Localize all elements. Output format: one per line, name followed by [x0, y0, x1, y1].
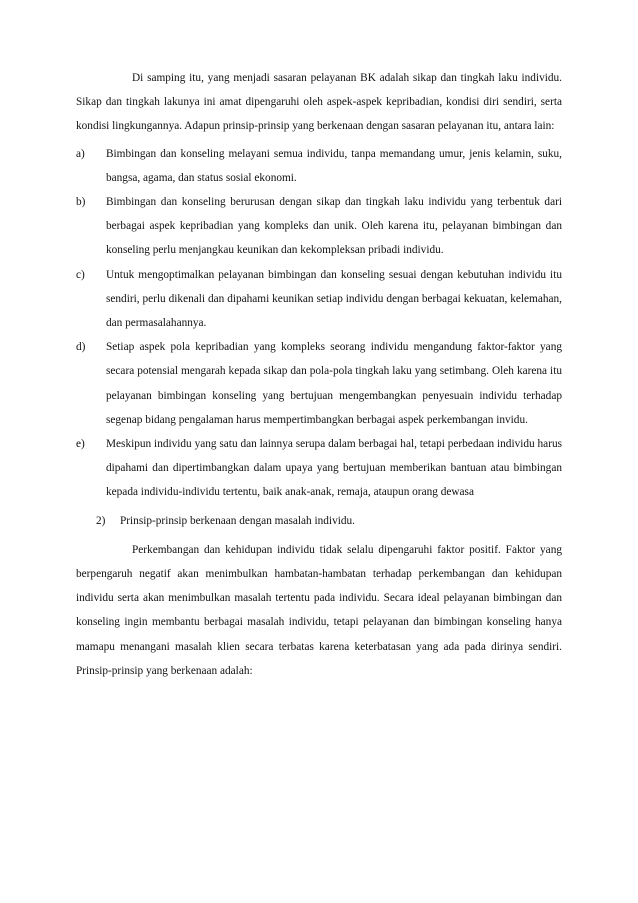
- list-item-text: Bimbingan dan konseling melayani semua individu, tanpa memandang umur, jenis kelamin, suku, bangsa, agama, dan status sosial ekonomi.: [106, 147, 562, 184]
- list-item: [76, 190, 562, 263]
- list-marker: c): [76, 268, 85, 281]
- list-item-text: Untuk mengoptimalkan pelayanan bimbingan dan konseling sesuai dengan kebutuhan individu itu sendiri, perlu dikenali dan dipahami keunikan setiap individu dengan berbagai kekuatan, kelemahan, dan permasalahannya.: [106, 268, 562, 330]
- list-item: [76, 335, 562, 432]
- list-marker: b): [76, 196, 86, 209]
- list-marker: a): [76, 147, 85, 160]
- principles-list: [76, 142, 562, 505]
- list-item: [76, 263, 562, 336]
- list-marker: e): [76, 438, 85, 451]
- closing-paragraph: Perkembangan dan kehidupan individu tidak selalu dipengaruhi faktor positif. Faktor yang berpengaruh negatif akan menimbulkan hambatan-hambatan terhadap perkembangan dan kehidupan individu serta akan menimbulkan masalah tertentu pada individu. Secara ideal pelayanan bimbingan dan konseling ingin membantu berbagai masalah individu, tetapi pelayanan dan bimbingan konseling hanya mamapu menangani masalah klien secara terbatas karena keterbatasan yang ada pada dirinya sendiri. Prinsip-prinsip yang berkenaan adalah:: [76, 543, 562, 677]
- subheading-marker: 2): [96, 514, 106, 527]
- list-item: [76, 432, 562, 505]
- list-item-text: Setiap aspek pola kepribadian yang kompleks seorang individu mengandung faktor-faktor yang secara potensial mengarah kepada sikap dan pola-pola tingkah laku yang setimbang. Oleh karena itu pelayanan bimbingan konseling yang bertujuan mengembangkan penyesuain individu terhadap segenap bidang pengalaman harus mempertimbangkan berbagai aspek perkembangan invidu.: [106, 341, 562, 426]
- document-page: [76, 66, 562, 683]
- list-item: [76, 142, 562, 190]
- list-item-text: Meskipun individu yang satu dan lainnya serupa dalam berbagai hal, tetapi perbedaan individu harus dipahami dan dipertimbangkan dalam upaya yang bertujuan memberikan bantuan atau bimbingan kepada individu-individu tertentu, baik anak-anak, remaja, ataupun orang dewasa: [106, 438, 562, 499]
- intro-paragraph: Di samping itu, yang menjadi sasaran pelayanan BK adalah sikap dan tingkah laku individu. Sikap dan tingkah lakunya ini amat dipengaruhi oleh aspek-aspek kepribadian, kondisi diri sendiri, serta kondisi lingkungannya. Adapun prinsip-prinsip yang berkenaan dengan sasaran pelayanan itu, antara lain:: [76, 72, 562, 133]
- list-item-text: Bimbingan dan konseling berurusan dengan sikap dan tingkah laku individu yang terbentuk dari berbagai aspek kepribadian yang kompleks dan unik. Oleh karena itu, pelayanan bimbingan dan konseling perlu menjangkau keunikan dan kekompleksan pribadi individu.: [106, 196, 562, 257]
- section-subheading: [96, 509, 562, 533]
- list-marker: d): [76, 341, 86, 354]
- subheading-text: Prinsip-prinsip berkenaan dengan masalah individu.: [120, 514, 355, 527]
